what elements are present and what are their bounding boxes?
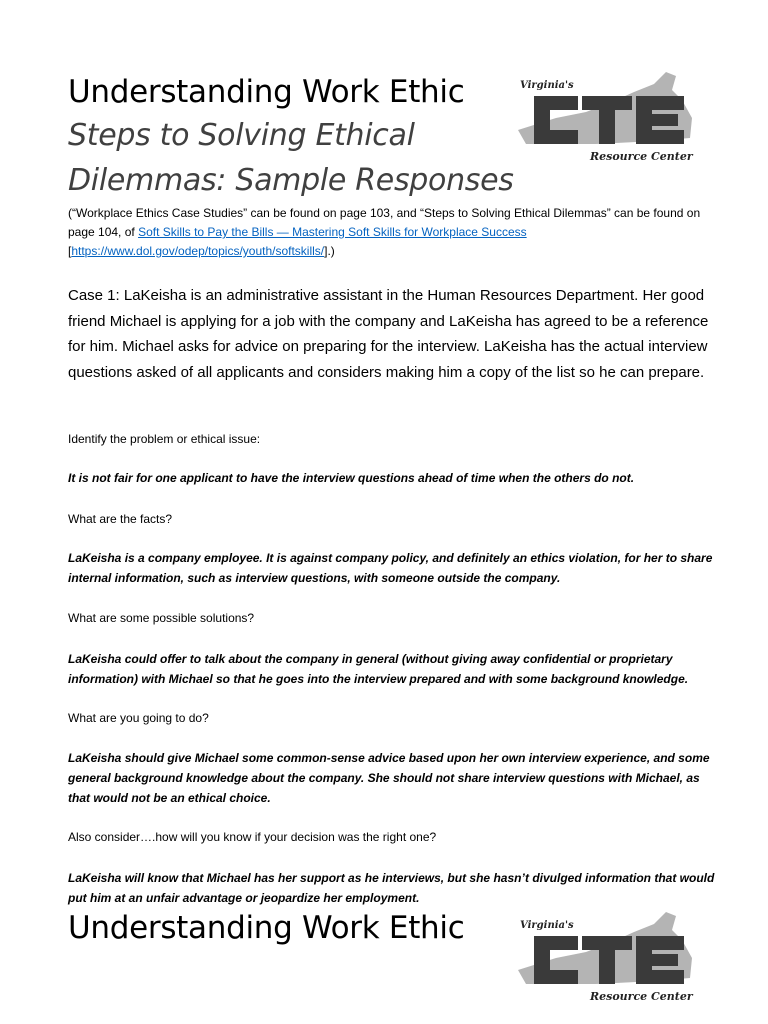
next-page-title: Understanding Work Ethic bbox=[68, 910, 465, 946]
cte-logo bbox=[516, 66, 696, 166]
page-subtitle-line-2: Dilemmas: Sample Responses bbox=[68, 163, 514, 198]
answer-3: LaKeisha could offer to talk about the company in general (without giving away confidential or proprietary information) with Michael so that he goes into the interview prepared and with some background knowledge. bbox=[68, 652, 689, 686]
question-5: Also consider….how will you know if your decision was the right one? bbox=[68, 830, 437, 844]
source-note-middle: [ bbox=[68, 244, 72, 258]
question-3: What are some possible solutions? bbox=[68, 611, 255, 625]
dol-url-link[interactable]: https://www.dol.gov/odep/topics/youth/softskills/ bbox=[71, 244, 325, 258]
source-note-suffix: ].) bbox=[324, 244, 335, 258]
answer-2: LaKeisha is a company employee. It is against company policy, and definitely an ethics violation, for her to share internal information, such as interview questions, with someone outside the company. bbox=[68, 551, 713, 585]
answer-1: It is not fair for one applicant to have the interview questions ahead of time when the others do not. bbox=[68, 471, 635, 485]
page-subtitle-line-1: Steps to Solving Ethical bbox=[68, 118, 415, 153]
logo-bottom-text: Resource Center bbox=[590, 150, 693, 163]
page-title: Understanding Work Ethic bbox=[68, 74, 465, 110]
question-2: What are the facts? bbox=[68, 512, 173, 526]
soft-skills-link[interactable]: Soft Skills to Pay the Bills — Mastering Soft Skills for Workplace Success bbox=[138, 225, 527, 239]
logo-bottom-text: Resource Center bbox=[590, 990, 693, 1003]
question-4: What are you going to do? bbox=[68, 711, 209, 725]
question-1: Identify the problem or ethical issue: bbox=[68, 432, 261, 446]
answer-4: LaKeisha should give Michael some common-sense advice based upon her own interview experience, and some general background knowledge about the company. She should not share interview questions with Michael, as that would not be an ethical choice. bbox=[68, 751, 710, 805]
source-note-prefix: (“Workplace Ethics Case Studies” can be found on page 103, and “Steps to Solving Ethical Dilemmas” can be found on page 104, of bbox=[68, 206, 701, 239]
logo-top-text: Virginia's bbox=[520, 80, 574, 91]
cte-logo-next-page bbox=[516, 906, 696, 1006]
answer-5: LaKeisha will know that Michael has her support as he interviews, but she hasn’t divulged information that would put him at an unfair advantage or jeopardize her employment. bbox=[68, 871, 715, 905]
logo-top-text: Virginia's bbox=[520, 920, 574, 931]
source-note bbox=[68, 204, 708, 261]
case-description: Case 1: LaKeisha is an administrative assistant in the Human Resources Department. Her good friend Michael is applying for a job with the company and LaKeisha has agreed to be a reference for him. Michael asks for advice on preparing for the interview. LaKeisha has the actual interview questions asked of all applicants and considers making him a copy of the list so he can prepare. bbox=[68, 287, 709, 381]
